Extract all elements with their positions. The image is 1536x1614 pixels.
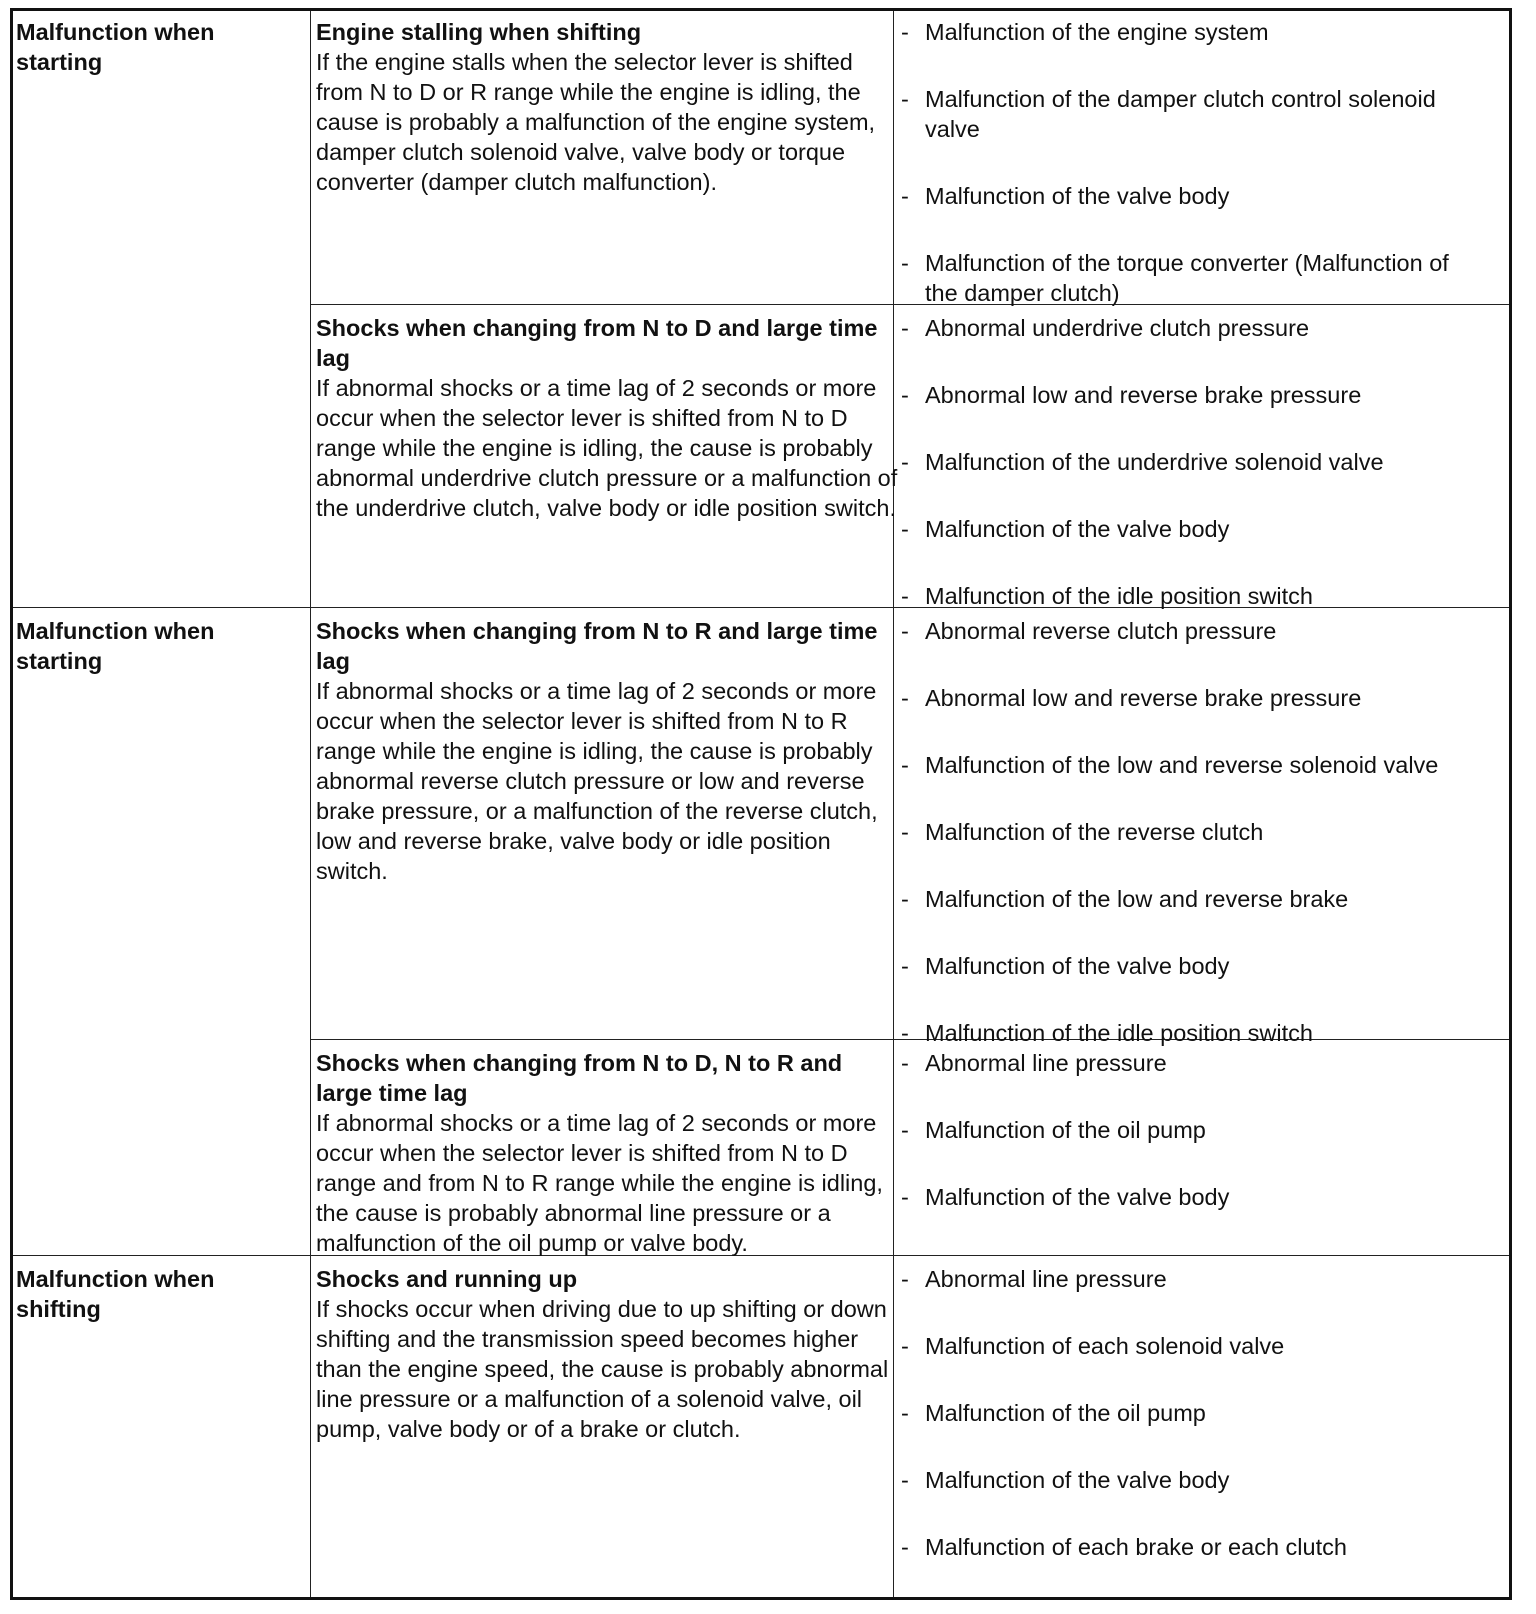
cause-item: - Malfunction of the engine system: [901, 19, 1269, 45]
cause-item: - Abnormal reverse clutch pressure: [901, 618, 1277, 644]
cause-item: - Abnormal low and reverse brake pressure: [901, 382, 1362, 408]
symptom-title: Shocks when changing from N to R and large time lag: [316, 618, 878, 674]
cause-list: [893, 610, 1488, 1085]
cause-item: - Abnormal low and reverse brake pressure: [901, 685, 1362, 711]
symptom-title: Engine stalling when shifting: [316, 19, 642, 45]
symptom-description: [310, 610, 910, 886]
cause-item: - Malfunction of the torque converter (Malfunction of the damper clutch): [901, 250, 1449, 306]
cause-item: - Malfunction of the oil pump: [901, 1117, 1206, 1143]
symptom-title: Shocks when changing from N to D and large time lag: [316, 315, 878, 371]
group-label-text: Malfunction when shifting: [16, 1266, 215, 1322]
cause-item: - Malfunction of the low and reverse brake: [901, 886, 1349, 912]
cause-list: [893, 307, 1488, 648]
symptom-body: If abnormal shocks or a time lag of 2 seconds or more occur when the selector lever is shifted from N to D range and from N to R range while the engine is idling, the cause is probably abnormal line pressure or a malfunction of the oil pump or valve body.: [316, 1110, 883, 1256]
symptom-description: [310, 307, 910, 523]
troubleshooting-table: [10, 8, 1512, 1600]
cause-item: - Malfunction of the valve body: [901, 516, 1230, 542]
cause-item: - Abnormal line pressure: [901, 1266, 1167, 1292]
cause-item: - Malfunction of each brake or each clutch: [901, 1534, 1347, 1560]
group-label-text: Malfunction when starting: [16, 618, 215, 674]
symptom-title: Shocks and running up: [316, 1266, 578, 1292]
symptom-title: Shocks when changing from N to D, N to R and large time lag: [316, 1050, 843, 1106]
group-label: [13, 1258, 298, 1324]
group-label: [13, 11, 298, 77]
group-label: [13, 610, 298, 676]
cause-item: - Malfunction of the oil pump: [901, 1400, 1206, 1426]
cause-item: - Malfunction of the idle position switch: [901, 1020, 1313, 1046]
cause-item: - Abnormal line pressure: [901, 1050, 1167, 1076]
symptom-description: [310, 1042, 910, 1258]
cause-item: - Malfunction of the valve body: [901, 1467, 1230, 1493]
cause-item: - Malfunction of the low and reverse solenoid valve: [901, 752, 1439, 778]
symptom-description: [310, 11, 910, 197]
symptom-body: If the engine stalls when the selector lever is shifted from N to D or R range while the engine is idling, the cause is probably a malfunction of the engine system, damper clutch solenoid valve, valve body or torque converter (damper clutch malfunction).: [316, 49, 876, 195]
cause-item: - Malfunction of each solenoid valve: [901, 1333, 1285, 1359]
symptom-body: If abnormal shocks or a time lag of 2 seconds or more occur when the selector lever is shifted from N to R range while the engine is idling, the cause is probably abnormal reverse clutch pressure or low and reverse brake pressure, or a malfunction of the reverse clutch, low and reverse brake, valve body or idle position switch.: [316, 678, 878, 884]
cause-item: - Malfunction of the valve body: [901, 1184, 1230, 1210]
cause-item: - Malfunction of the idle position switch: [901, 583, 1313, 609]
cause-item: - Malfunction of the damper clutch control solenoid valve: [901, 86, 1436, 142]
cause-list: [893, 1258, 1488, 1599]
cause-item: - Malfunction of the underdrive solenoid valve: [901, 449, 1384, 475]
cause-item: - Malfunction of the reverse clutch: [901, 819, 1264, 845]
group-label-text: Malfunction when starting: [16, 19, 215, 75]
symptom-description: [310, 1258, 910, 1444]
symptom-body: If shocks occur when driving due to up shifting or down shifting and the transmission speed becomes higher than the engine speed, the cause is probably abnormal line pressure or a malfunction of a solenoid valve, oil pump, valve body or of a brake or clutch.: [316, 1296, 889, 1442]
symptom-body: If abnormal shocks or a time lag of 2 seconds or more occur when the selector lever is shifted from N to D range while the engine is idling, the cause is probably abnormal underdrive clutch pressure or a malfunction of the underdrive clutch, valve body or idle position switch.: [316, 375, 898, 521]
cause-item: - Malfunction of the valve body: [901, 953, 1230, 979]
cause-list: [893, 1042, 1488, 1249]
cause-item: - Malfunction of the valve body: [901, 183, 1230, 209]
cause-list: [893, 11, 1488, 345]
cause-item: - Abnormal underdrive clutch pressure: [901, 315, 1310, 341]
